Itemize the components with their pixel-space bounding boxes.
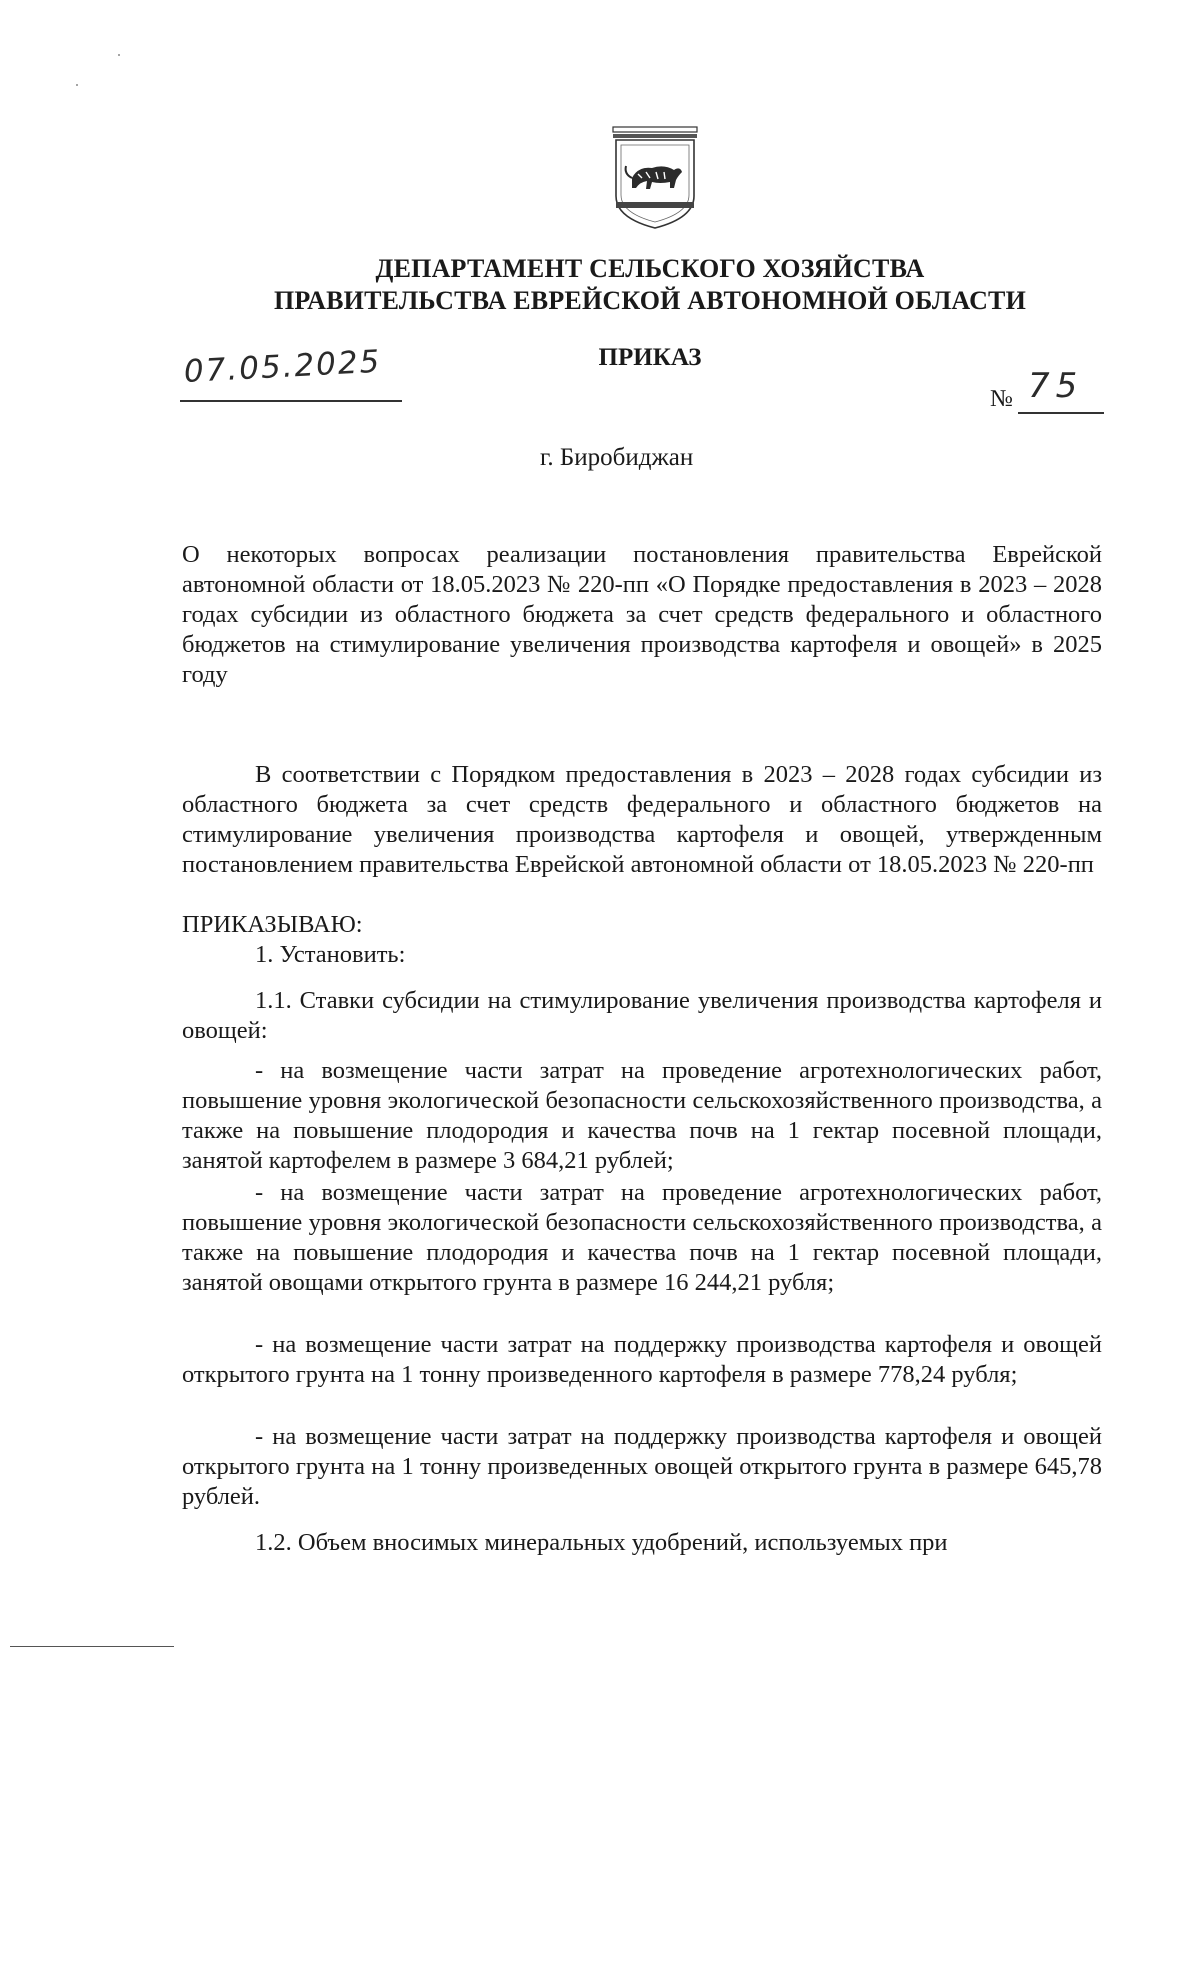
department-name-line1: ДЕПАРТАМЕНТ СЕЛЬСКОГО ХОЗЯЙСТВА	[375, 254, 925, 283]
handwritten-number: 75	[1028, 366, 1084, 406]
number-underline	[1018, 412, 1104, 414]
coat-of-arms-emblem-icon	[612, 126, 698, 230]
scan-speck	[118, 54, 120, 56]
rate-bullet-potato-area: - на возмещение части затрат на проведение агротехнологических работ, повышение уровня экологической безопасности сельскохозяйственного производства, а также на повышение плодородия и качества почв на 1 гектар посевной площади, занятой картофелем в размере 3 684,21 рублей;	[182, 1057, 1102, 1174]
handwritten-date: 07.05.2025	[183, 343, 383, 390]
item-1-1: 1.1. Ставки субсидии на стимулирование увеличения производства картофеля и овощей:	[182, 987, 1102, 1044]
date-underline	[180, 400, 402, 402]
item-1: 1. Установить:	[255, 941, 406, 968]
department-name-line2: ПРАВИТЕЛЬСТВА ЕВРЕЙСКОЙ АВТОНОМНОЙ ОБЛАСТИ	[273, 286, 1027, 315]
rate-bullet-potato-tonne: - на возмещение части затрат на поддержку производства картофеля и овощей открытого грунта на 1 тонну произведенного картофеля в размере 778,24 рубля;	[182, 1331, 1102, 1388]
rate-bullet-vegetable-area: - на возмещение части затрат на проведение агротехнологических работ, повышение уровня экологической безопасности сельскохозяйственного производства, а также на повышение плодородия и качества почв на 1 гектар посевной площади, занятой овощами открытого грунта в размере 16 244,21 рубля;	[182, 1179, 1102, 1296]
rate-bullet-vegetable-tonne: - на возмещение части затрат на поддержку производства картофеля и овощей открытого грунта на 1 тонну произведенных овощей открытого грунта в размере 645,78 рублей.	[182, 1423, 1102, 1510]
order-word: ПРИКАЗЫВАЮ:	[182, 911, 363, 938]
order-subject-title: О некоторых вопросах реализации постановления правительства Еврейской автономной области от 18.05.2023 № 220-пп «О Порядке предоставления в 2023 – 2028 годах субсидии из областного бюджета за счет средств федерального и областного бюджетов на стимулирование увеличения производства картофеля и овощей» в 2025 году	[182, 541, 1102, 688]
item-1-2: 1.2. Объем вносимых минеральных удобрений, используемых при	[255, 1529, 948, 1556]
scan-speck	[76, 84, 78, 86]
footnote-separator	[10, 1646, 174, 1647]
number-label: №	[990, 386, 1013, 412]
document-type-title: ПРИКАЗ	[598, 344, 702, 371]
city-name: г. Биробиджан	[540, 444, 694, 471]
basis-paragraph: В соответствии с Порядком предоставления в 2023 – 2028 годах субсидии из областного бюджета за счет средств федерального и областного бюджетов на стимулирование увеличения производства картофеля и овощей, утвержденным постановлением правительства Еврейской автономной области от 18.05.2023 № 220-пп	[182, 761, 1102, 878]
